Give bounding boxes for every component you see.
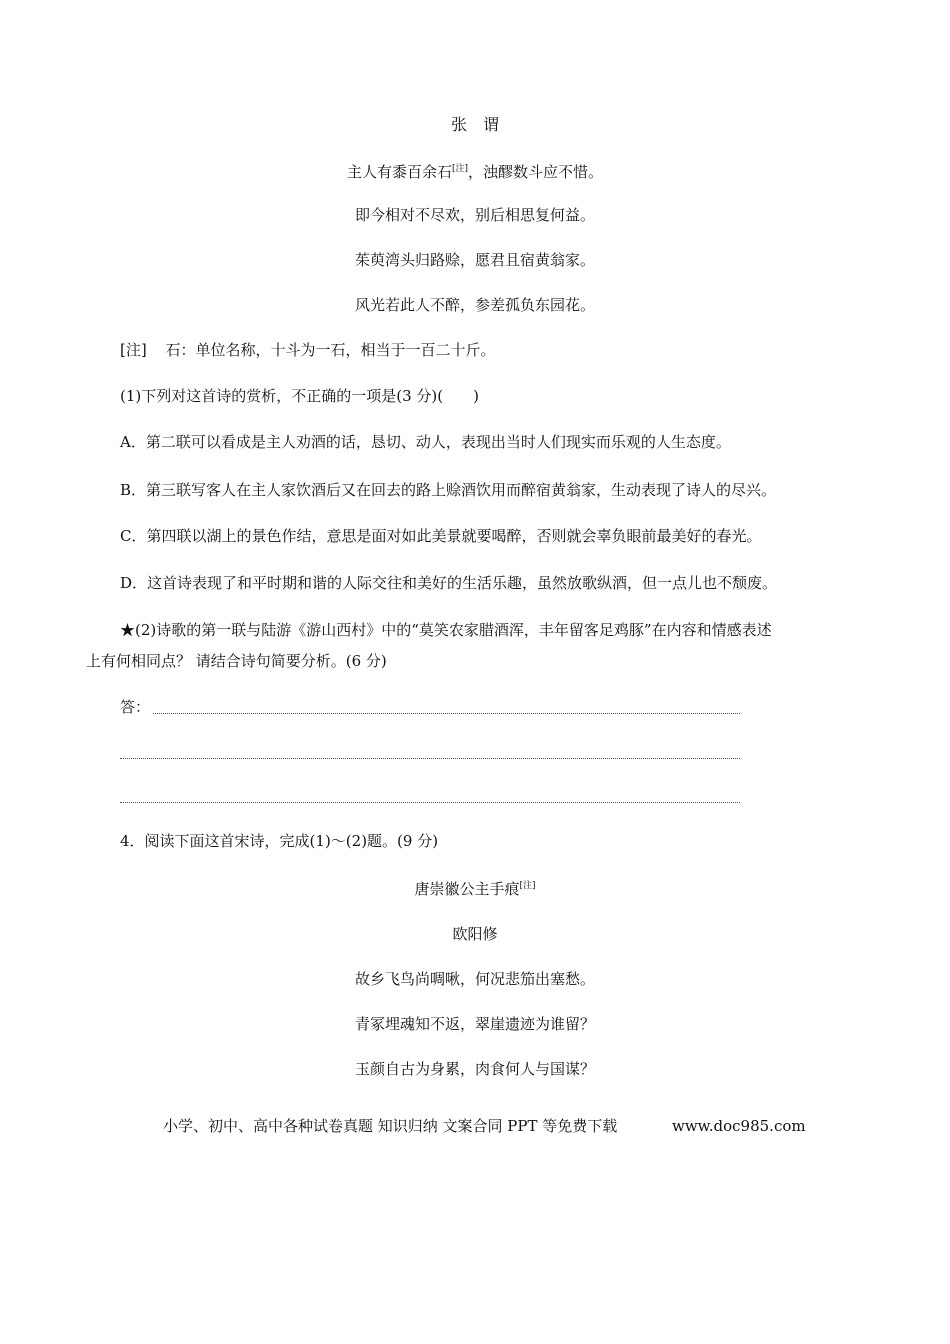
- poem-line-1-rest: ，浊醪数斗应不惜。: [468, 163, 604, 181]
- question-2-stem-line-1: ★(2)诗歌的第一联与陆游《游山西村》中的“莫笑农家腊酒浑，丰年留客足鸡豚”在内容和情感表述: [120, 621, 772, 639]
- footnote-text: 石：单位名称，十斗为一石，相当于一百二十斤。: [165, 341, 496, 359]
- poem-2-line-1: 故乡飞鸟尚啁啾，何况悲笳出塞愁。: [354, 970, 595, 988]
- option-c: C．第四联以湖上的景色作结，意思是面对如此美景就要喝醉，否则就会辜负眼前最美好的春光。: [120, 527, 762, 545]
- answer-line-1[interactable]: [153, 713, 740, 714]
- answer-line-3[interactable]: [120, 802, 740, 803]
- question-1-stem: (1)下列对这首诗的赏析，不正确的一项是(3 分)( ): [120, 387, 479, 405]
- answer-line-2[interactable]: [120, 758, 740, 759]
- answer-label: 答：: [120, 698, 151, 716]
- option-a: A．第二联可以看成是主人劝酒的话，恳切、动人，表现出当时人们现实而乐观的人生态度。: [120, 433, 731, 451]
- footer-url[interactable]: www.doc985.com: [672, 1117, 806, 1135]
- poem-note-marker: [注]: [451, 164, 469, 174]
- option-d: D．这首诗表现了和平时期和谐的人际交往和美好的生活乐趣，虽然放歌纵酒，但一点儿也不颓废。: [120, 574, 778, 592]
- poem-2-line-2: 青冢埋魂知不返，翠崖遗迹为谁留？: [354, 1015, 595, 1033]
- poem-2-author: 欧阳修: [452, 925, 498, 943]
- poem-line-1-text: 主人有黍百余石: [346, 163, 452, 181]
- question-2-stem-line-2: 上有何相同点？ 请结合诗句简要分析。(6 分): [86, 652, 387, 670]
- poem-line-2: 即今相对不尽欢，别后相思复何益。: [354, 206, 595, 224]
- poem-2-title-text: 唐崇徽公主手痕: [414, 880, 520, 898]
- footer-text: 小学、初中、高中各种试卷真题 知识归纳 文案合同 PPT 等免费下载: [163, 1117, 618, 1135]
- poem-2-line-3: 玉颜自古为身累，肉食何人与国谋？: [354, 1060, 595, 1078]
- poem-author: 张 谓: [450, 115, 499, 134]
- option-b: B．第三联写客人在主人家饮酒后又在回去的路上赊酒饮用而醉宿黄翁家，生动表现了诗人的尽兴。: [120, 481, 777, 499]
- footnote-label: [注]: [120, 341, 147, 359]
- poem-2-title-note: [注]: [519, 881, 536, 891]
- poem-line-3: 茱萸湾头归路赊，愿君且宿黄翁家。: [354, 251, 595, 269]
- poem-line-4: 风光若此人不醉，参差孤负东园花。: [354, 296, 595, 314]
- footnote: [120, 340, 496, 360]
- poem-line-1: [0, 159, 950, 182]
- poem-2-title: [0, 876, 950, 899]
- question-4-stem: 4．阅读下面这首宋诗，完成(1)～(2)题。(9 分): [120, 832, 439, 850]
